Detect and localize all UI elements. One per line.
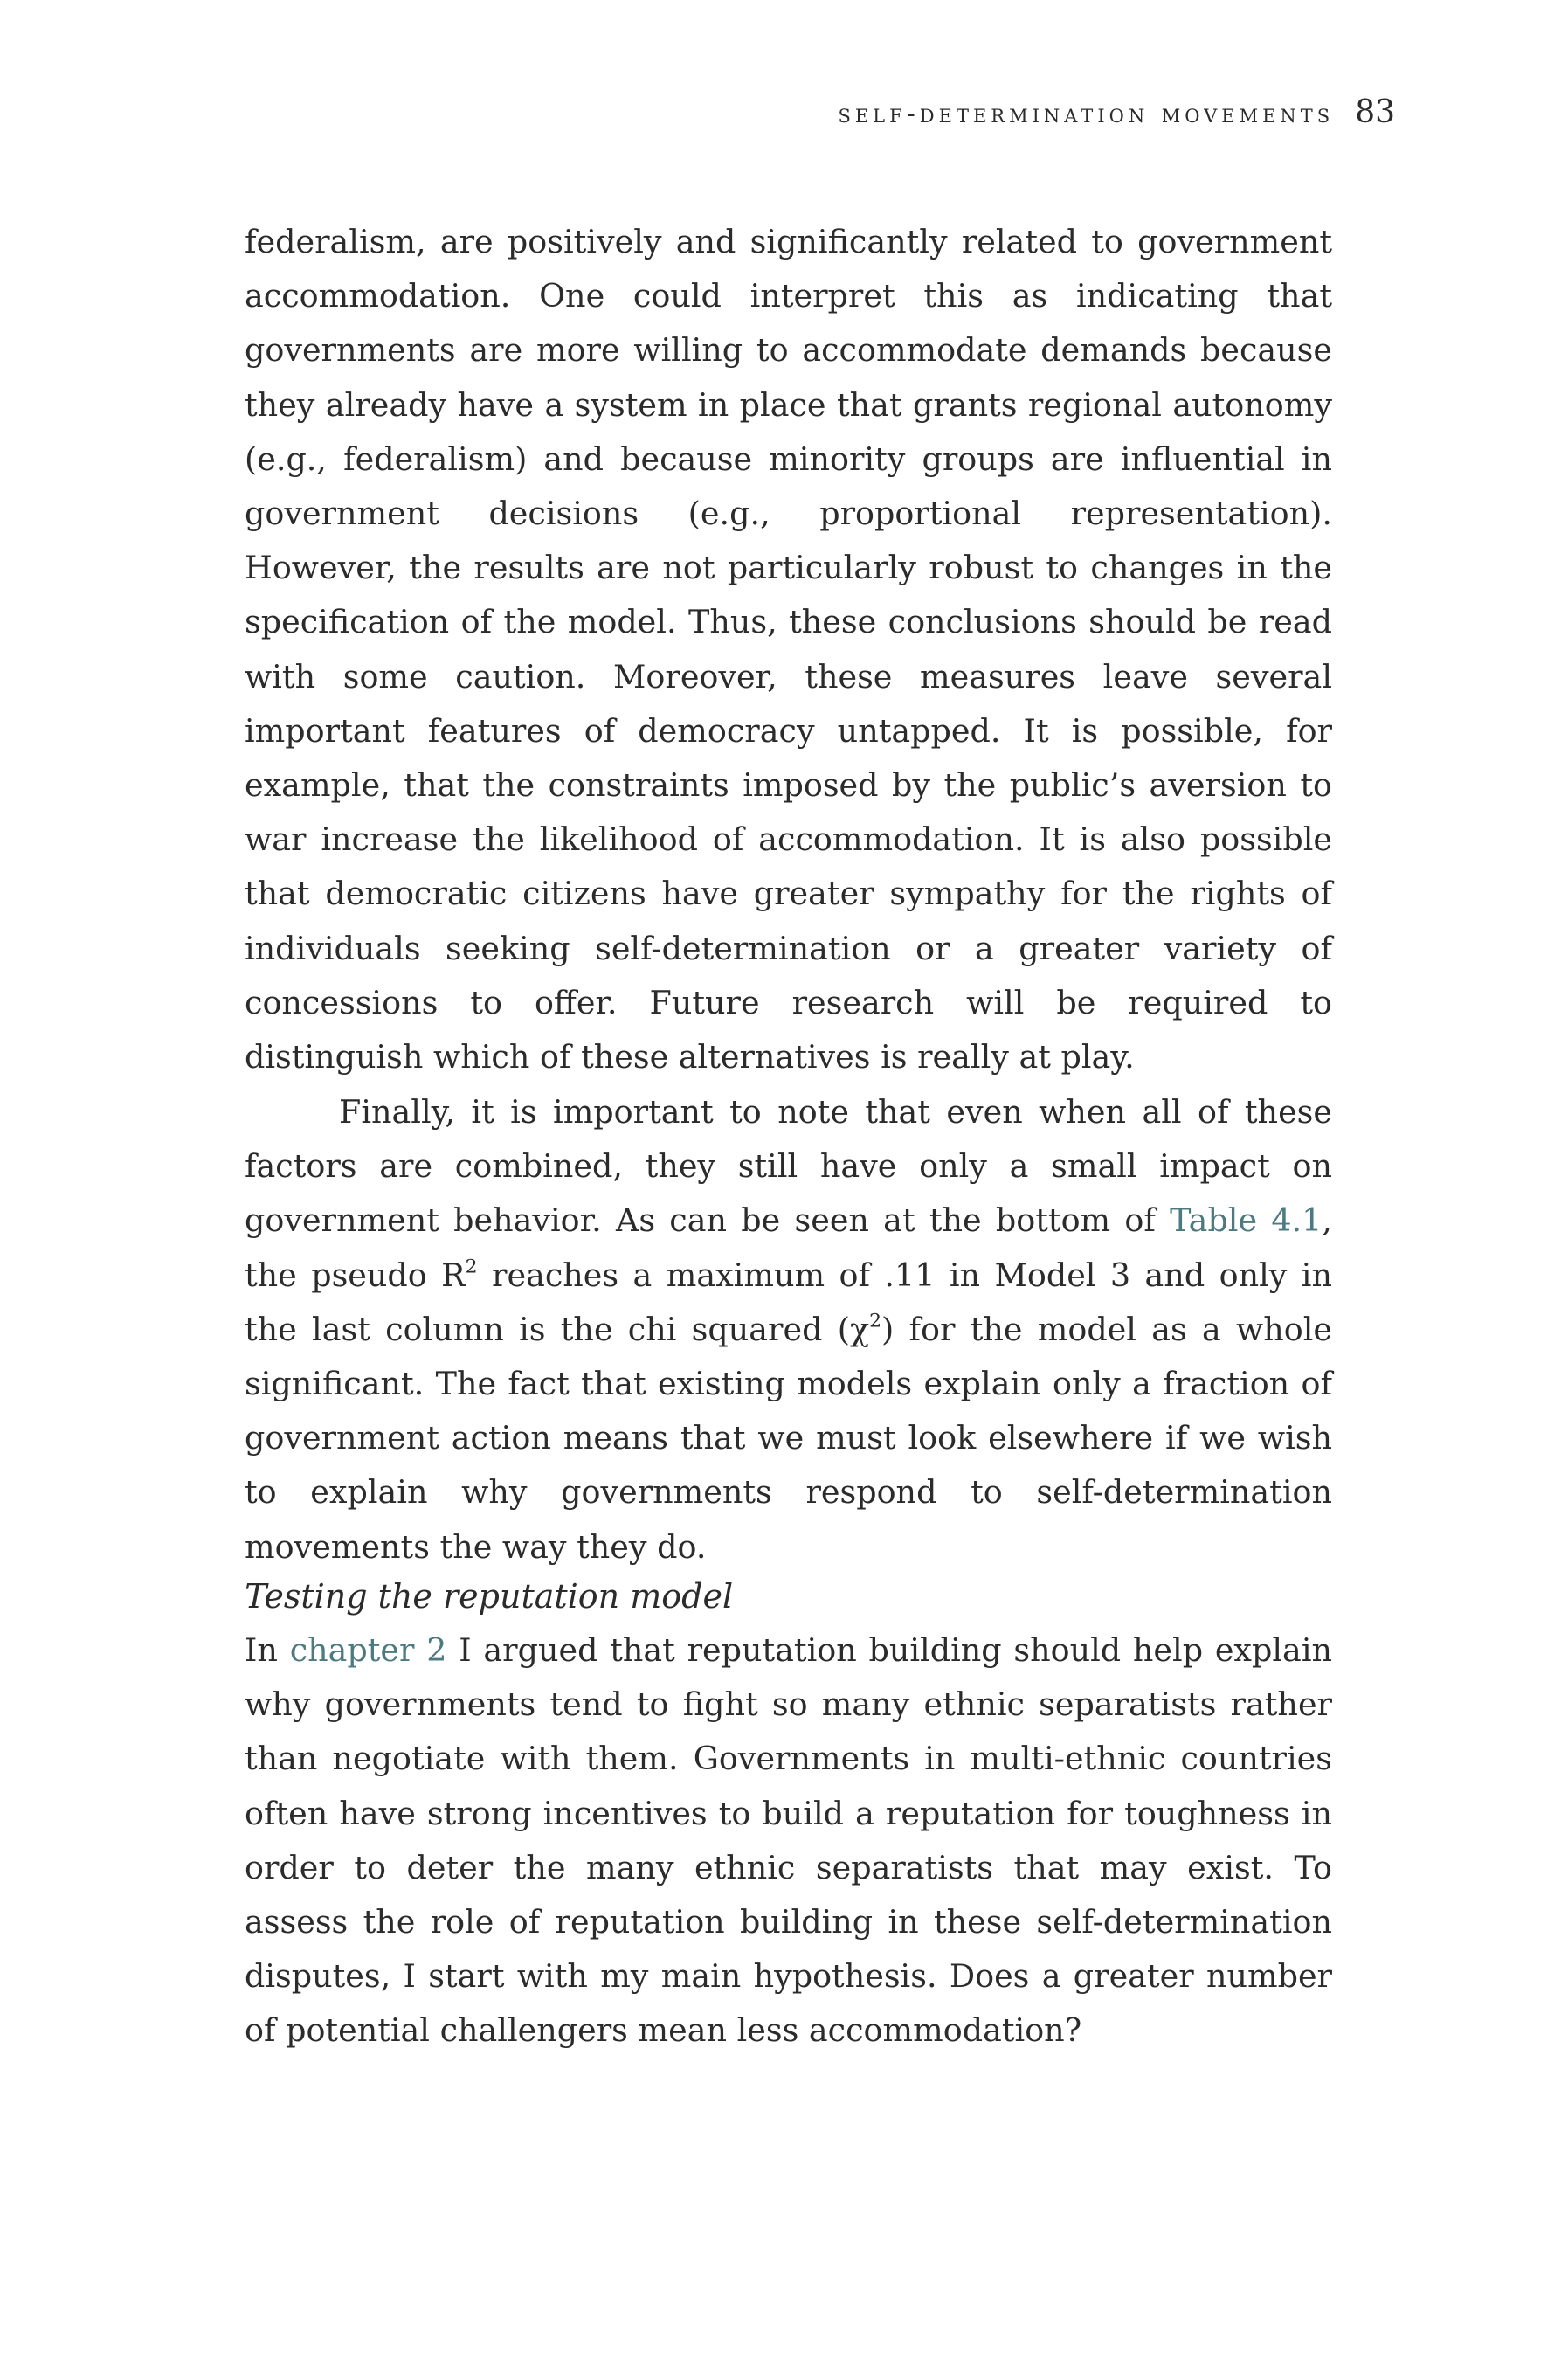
running-head	[838, 91, 1395, 136]
table-4-1-link[interactable]: Table 4.1	[1170, 1201, 1323, 1240]
section-heading: Testing the reputation model	[245, 1577, 734, 1616]
page-number: 83	[1355, 94, 1395, 130]
paragraph-2-text-c: reaches a maximum of .11 in Model 3 and only in the last column is the chi squared (χ	[245, 1256, 1332, 1348]
body-paragraph-3	[245, 1623, 1332, 2059]
paragraph-3-text-a: In	[245, 1631, 290, 1669]
chi-squared-superscript: 2	[869, 1310, 882, 1332]
body-paragraph-2	[245, 1085, 1332, 1574]
paragraph-3-text-b: I argued that reputation building should help explain why governments tend to fight so many ethnic separatists rather than negotiate with them. Governments in multi-ethnic countries often have strong incentives to build a reputation for toughness in order to deter the many ethnic separatists that may exist. To assess the role of reputation building in these self-determination disputes, I start with my main hypothesis. Does a greater number of potential challengers mean less accommodation?	[245, 1631, 1332, 2050]
paragraph-2-text-d: ) for the model as a whole significant. The fact that existing models explain only a fraction of government action means that we must look elsewhere if we wish to explain why governments respond to self-determination movements the way they do.	[245, 1310, 1332, 1566]
chapter-2-link[interactable]: chapter 2	[289, 1631, 447, 1669]
paragraph-2-text-a: Finally, it is important to note that even when all of these factors are combined, they still have only a small impact on government behavior. As can be seen at the bottom of	[245, 1093, 1332, 1240]
body-paragraph-1: federalism, are positively and significantly related to government accommodation. One could interpret this as indicating that governments are more willing to accommodate demands because they already have a system in place that grants regional autonomy (e.g., federalism) and because minority groups are influential in government decisions (e.g., proportional representation). However, the results are not particularly robust to changes in the specification of the model. Thus, these conclusions should be read with some caution. Moreover, these measures leave several important features of democracy untapped. It is possible, for example, that the constraints imposed by the public’s aversion to war increase the likelihood of accommodation. It is also possible that democratic citizens have greater sympathy for the rights of individuals seeking self-determination or a greater variety of concessions to offer. Future research will be required to distinguish which of these alternatives is really at play.	[245, 223, 1332, 1076]
r-squared-superscript: 2	[465, 1256, 478, 1278]
running-title: self-determination movements	[838, 99, 1335, 129]
paragraph-2-text-b: , the pseudo R	[245, 1201, 1332, 1294]
